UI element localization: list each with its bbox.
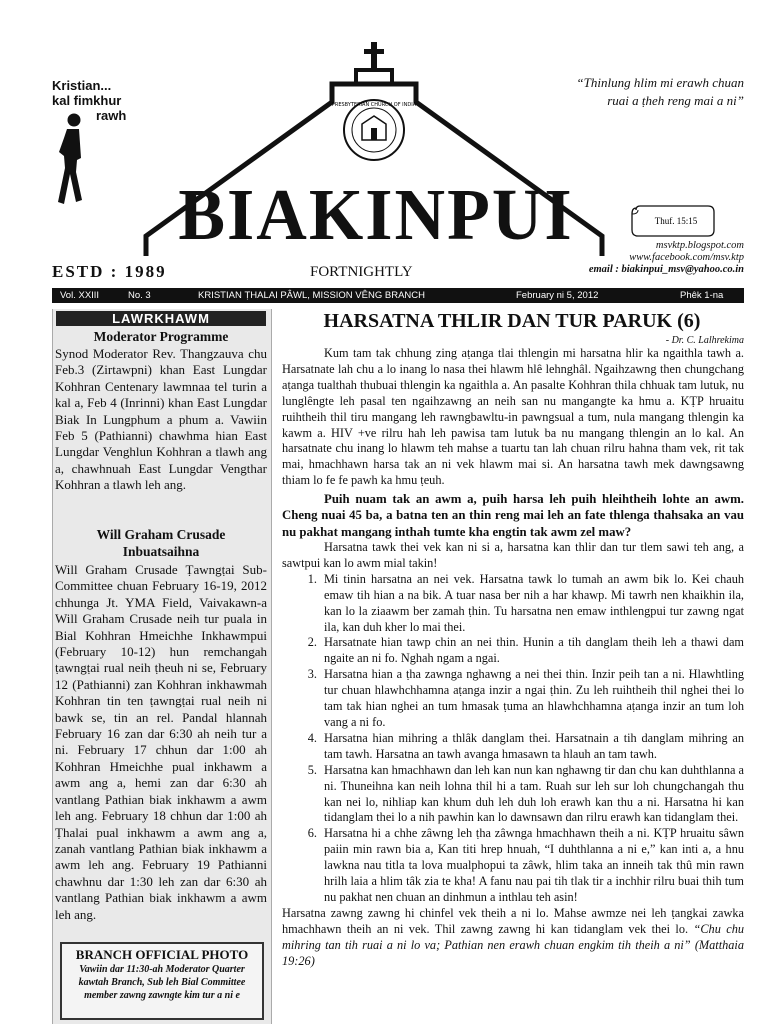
photo-notice-line: Vawiin dar 11:30-ah Moderator Quarter <box>79 964 245 975</box>
moderator-body: Synod Moderator Rev. Thangzauva chu Feb.3 (Zirtawpni) khan East Lungdar Kohhran Centenary lawmnaa tel turin a kal a, Feb 4 (Inrinni) khan East Lungdar Biak In Lungphum a phum a. Vawiin Feb 5 (Pathianni) chawhma hian East Lungdar Venghlun Kohhran a tlawh ang a, chawhnuah East Lungdar Vengthar Kohhran a tlawh leh ang. <box>55 346 267 493</box>
slogan-line: rawh <box>96 108 127 123</box>
bible-reference: (Matthaia 19:26) <box>282 937 744 968</box>
list-item: 6. Harsatna hi a chhe zâwng leh ṭha zâwnga hmachhawn theih a ni. KṬP hruaitu sâwn paiin min rawn bia a, Kan titi hrep hnuah, “I duhthlanna a ni e,” kan inti a, a hnu lawkna nau titla ta lova mualphopui ta zâwk, hlim taka an inneih tak thû min rawn hrilh laia a hlim tâk zia te kha! A fanu nau pai tih tlak tir a inchhir rilru buai thih tum nu pakhat nen chuan an dinhmun a inthlau teh asin! <box>320 826 744 906</box>
sidebar-heading: LAWRKHAWM <box>56 311 266 326</box>
list-item: 2. Harsatnate hian tawp chin an nei thin. Hunin a tih danglam theih leh a thawi dam ngaite an ni fo. Nghah ngam a ngai. <box>320 635 744 667</box>
article-title: HARSATNA THLIR DAN TUR PARUK (6) <box>323 310 701 332</box>
photo-notice-line: kawtah Branch, Sub leh Bial Committee <box>78 977 246 988</box>
photo-notice-line: member zawng zawngte kim tur a ni e <box>84 990 240 1001</box>
article-closing <box>282 906 744 970</box>
list-item: 1. Mi tinin harsatna an nei vek. Harsatna tawk lo tumah an awm bik lo. Kei chauh emaw tih hian a na bik. A tuar nasa ber nih a har khawp. Mi tawrh nen khaikhin ila, kan lo la ziaawm ber zamah ṭhin. Tu harsatna nen emaw inthlengpui tur zawng ngat ila, kan duh kher lo mai thei. <box>320 572 744 636</box>
blog-link[interactable]: msvktp.blogspot.com <box>655 240 744 251</box>
crusade-heading-line: Inbuatsaihna <box>122 544 200 559</box>
seal-text: PRESBYTERIAN CHURCH OF INDIA <box>331 102 417 108</box>
photo-notice <box>60 942 264 1020</box>
contact-info <box>540 240 744 276</box>
crusade-heading-line: Will Graham Crusade <box>96 527 226 542</box>
issue-info-bar <box>52 288 744 303</box>
bible-quote: “Chu chu mihring tan tih ruai a ni lo va; Pathian nen erawh chuan engkim tih theih a ni” <box>282 921 744 952</box>
article-body <box>282 346 744 970</box>
photo-notice-title: BRANCH OFFICIAL PHOTO <box>75 947 249 962</box>
branch-name: KRISTIAN ṬHALAI PÂWL, MISSION VÊNG BRANCH <box>198 290 425 301</box>
slogan-line: Kristian... <box>52 78 112 93</box>
article-byline: - Dr. C. Lalhrekima <box>665 335 744 346</box>
closing-text: Harsatna zawng zawng hi chinfel vek theih a ni lo. Mahse awmze nei leh ṭangkai zawka hmachhawn theih an ni vek. Thil zawng zawng hi kan tidanglam vek thei lo. <box>282 905 744 936</box>
crusade-heading <box>56 526 266 560</box>
quote-line: ruai a ṭheh reng mai a ni” <box>607 93 744 108</box>
article-highlight: Puih nuam tak an awm a, puih harsa leh puih hleihtheih lohte an awm. Cheng nuai 45 ba, a batna ten an thin reng mai leh an fate thlenga thahsaka an vau nu pakhat mangang inthah tumte kha engtin tak awm zel maw? <box>282 492 744 539</box>
crusade-body: Will Graham Crusade Ṭawngṭai Sub-Committee chuan February 16-19, 2012 chhunga Jt. YMA Field, Vaivakawn-a Will Graham Crusade neih tur puala in Bial Kohhran Hmeichhe Inkhawmpui (February 10-12) hun remchangah ṭawngṭai rual neih ṭheuh ni se, February 12 (Pathianni) zan Kohhran inkhawmah Kohhran tin ten ṭawngṭai rual neih ni bawk se, tin an rel. Pandal hlannah February 16 zan dar 6:30 ah neih tur a ni. February 17 chhun dar 1:00 ah Kohhran Hmeichhe pual inkhawm a awm ang a, hemi zan dar 6:30 ah vantlang Pathian biak inkhawm a awm leh ang. February 18 chhun dar 1:00 ah Ṭhalai pual inkhawm a awm ang a, zanah vantlang Pathian biak inkhawm a awm leh ang. February 19 Pathianni chawhnu dar 1:30 leh zan dar 6:30 ah vantlang Pathian biak inkhawm a awm leh ang. <box>55 562 267 922</box>
quote-line: “Thinlung hlim mi erawh chuan <box>576 75 744 90</box>
list-item: 4. Harsatna hian mihring a thlâk danglam thei. Harsatnain a tih danglam mihring an tam tawh. Harsatna an tawh avanga hmasawn ta hlauh an tam tawh. <box>320 731 744 763</box>
frequency-label: FORTNIGHTLY <box>310 264 413 280</box>
issue-number: No. 3 <box>128 290 151 301</box>
issue-date: February ni 5, 2012 <box>516 290 599 301</box>
facebook-link[interactable]: www.facebook.com/msv.ktp <box>629 252 744 263</box>
article-paragraph: Harsatna tawk thei vek kan ni si a, harsatna kan thlir dan tur tlem sawi teh ang, a sawtpui kan lo awm mial takin! <box>282 540 744 570</box>
article-paragraph: Kum tam tak chhung zing aṭanga tlai thlengin mi harsatna hlir ka ngaithla tawh a. Harsatnate lah chu a lo inang lo nasa thei hlawm hlê lehnghâl. Ngaihzawng then chungchang aṭanga tualthah thubuai thlengin ka ngaithla a. An pasalte Kohhran thila chhuak tam lutuk, nu lunglêngte leh pasal ten ngaihzawng an neih san nu mangangte ka hmu a. KṬP hruaitu ruihtheih thil tiru mangang leh rawngbawltu-in pawngsual a tum, nula mangang thlengin ka kawm a. HIV +ve rilru hah leh pawisa tam lutuk ba nu mangang thlengin an lo kal. An harsatnate chu inang lo hlawm teh mahse a tuartu tan lah chuan rilru hahna tham vek, rit tak mai, hmachhawn harsa tak an ni vek hlawm mai si. An harsatna tawh mek dawngsawng thiam lo fe fe pawh ka hmu ṭeuh. <box>282 346 744 488</box>
newspaper-title: BIAKINPUI <box>178 175 574 256</box>
walking-man-icon <box>52 112 92 208</box>
slogan-line: kal fimkhur <box>52 93 122 108</box>
scroll-text: Thuf. 15:15 <box>654 216 698 226</box>
list-item: 5. Harsatna kan hmachhawn dan leh kan nun kan nghawng tir dan chu kan duhthlanna a ni. Thuneihna kan neih lohna thil hi a tam. Ruah sur leh sur loh chungchangah thu kan nei lo, nihliap kan khum duh leh duh loh erawh kan thu a ni. Harsatna hi kan tidanglam thei lo a nih pawhin kan lo dawnsawn dan rilru erawh kan tidanglam thei. <box>320 763 744 827</box>
moderator-heading: Moderator Programme <box>93 329 229 344</box>
page-number: Phêk 1-na <box>680 290 724 301</box>
volume: Vol. XXIII <box>60 290 100 301</box>
email-address[interactable]: email : biakinpui_msv@yahoo.co.in <box>588 264 744 275</box>
established-year: ESTD : 1989 <box>52 262 167 281</box>
scroll-icon <box>630 202 716 238</box>
article-list <box>282 572 744 906</box>
list-item: 3. Harsatna hian a ṭha zawnga nghawng a nei thei thin. Inzir peih tan a ni. Hlawhtling tur chuan hlawhchhamna aṭanga inzir a ngai ṭhin. Zu leh ruihtheih thil nghei thei lo tam tak hian nghei an tum hmasak ṭuma an hlawhchhamna aṭanga inzir an tum loh vang a ni fo. <box>320 667 744 731</box>
